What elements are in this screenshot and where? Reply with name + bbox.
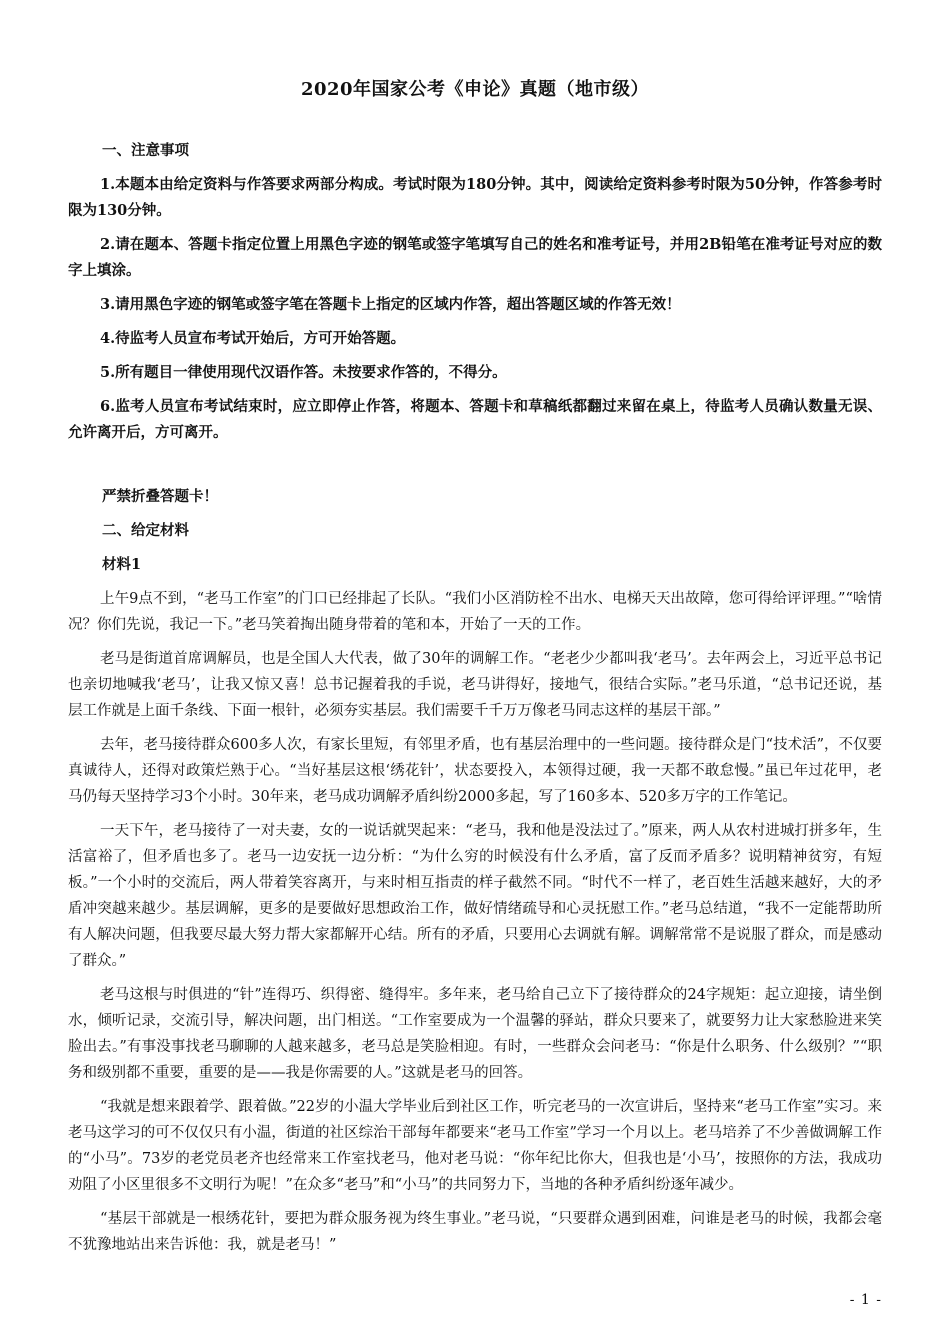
notice-section xyxy=(68,138,882,578)
warning-text: 严禁折叠答题卡！ xyxy=(102,488,218,505)
document-body xyxy=(68,138,882,1266)
notice-item: 2.请在题本、答题卡指定位置上用黑色字迹的钢笔或签字笔填写自己的姓名和准考证号，并用2B铅笔在准考证号对应的数字上填涂。 xyxy=(68,236,882,279)
material-paragraph: 去年，老马接待群众600多人次，有家长里短，有邻里矛盾，也有基层治理中的一些问题。接待群众是门“技术活”，不仅要真诚待人，还得对政策烂熟于心。“当好基层这根‘绣花针’，状态要投入，本领得过硬，我一天都不敢怠慢。”虽已年过花甲，老马仍每天坚持学习3个小时。30年来，老马成功调解矛盾纠纷2000多起，写了160多本、520多万字的工作笔记。 xyxy=(68,737,882,805)
page-title: 2020年国家公考《申论》真题（地市级） xyxy=(300,79,650,100)
material-paragraph: 一天下午，老马接待了一对夫妻，女的一说话就哭起来：“老马，我和他是没法过了。”原来，两人从农村进城打拼多年，生活富裕了，但矛盾也多了。老马一边安抚一边分析：“为什么穷的时候没有什么矛盾，富了反而矛盾多？说明精神贫穷，有短板。”一个小时的交流后，两人带着笑容离开，与来时相互指责的样子截然不同。“时代不一样了，老百姓生活越来越好，大的矛盾冲突越来越少。基层调解，更多的是要做好思想政治工作，做好情绪疏导和心灵抚慰工作。”老马总结道，“我不一定能帮助所有人解决问题，但我要尽最大努力帮大家都解开心结。所有的矛盾，只要用心去调就有解。调解常常不是说服了群众，而是感动了群众。” xyxy=(68,823,882,969)
notice-item: 1.本题本由给定资料与作答要求两部分构成。考试时限为180分钟。其中，阅读给定资料参考时限为50分钟，作答参考时限为130分钟。 xyxy=(68,176,882,219)
material-paragraph: “我就是想来跟着学、跟着做。”22岁的小温大学毕业后到社区工作，听完老马的一次宣讲后，坚持来“老马工作室”实习。来老马这学习的可不仅仅只有小温，街道的社区综治干部每年都要来“老马工作室”学习一个月以上。老马培养了不少善做调解工作的“小马”。73岁的老党员老齐也经常来工作室找老马，他对老马说：“你年纪比你大，但我也是‘小马’，按照你的方法，我成功劝阻了小区里很多不文明行为呢！”在众多“老马”和“小马”的共同努力下，当地的各种矛盾纠纷逐年减少。 xyxy=(68,1099,882,1193)
material-paragraph: “基层干部就是一根绣花针，要把为群众服务视为终生事业。”老马说，“只要群众遇到困难，问谁是老马的时候，我都会毫不犹豫地站出来告诉他：我，就是老马！” xyxy=(68,1211,882,1253)
materials-heading: 二、给定材料 xyxy=(102,522,189,539)
material-paragraph: 老马是街道首席调解员，也是全国人大代表，做了30年的调解工作。“老老少少都叫我‘老马’。去年两会上，习近平总书记也亲切地喊我‘老马’，让我又惊又喜！总书记握着我的手说，老马讲得好，接地气，很结合实际。”老马乐道，“总书记还说，基层工作就是上面千条线、下面一根针，必须夯实基层。我们需要千千万万像老马同志这样的基层干部。” xyxy=(68,651,882,719)
notice-item: 4.待监考人员宣布考试开始后，方可开始答题。 xyxy=(100,330,406,347)
material-1-label: 材料1 xyxy=(102,556,142,573)
notice-item: 3.请用黑色字迹的钢笔或签字笔在答题卡上指定的区域内作答，超出答题区域的作答无效！ xyxy=(100,296,681,313)
material-paragraph: 上午9点不到，“老马工作室”的门口已经排起了长队。“我们小区消防栓不出水、电梯天天出故障，您可得给评评理。”“啥情况？你们先说，我记一下。”老马笑着掏出随身带着的笔和本，开始了一天的工作。 xyxy=(68,591,882,633)
material-paragraph: 老马这根与时俱进的“针”连得巧、织得密、缝得牢。多年来，老马给自己立下了接待群众的24字规矩：起立迎接，请坐倒水，倾听记录，交流引导，解决问题，出门相送。“工作室要成为一个温馨的驿站，群众只要来了，就要努力让大家愁脸进来笑脸出去。”有事没事找老马聊聊的人越来越多，老马总是笑脸相迎。有时，一些群众会问老马：“你是什么职务、什么级别？”“职务和级别都不重要，重要的是——我是你需要的人。”这就是老马的回答。 xyxy=(68,987,882,1081)
material-1-section xyxy=(68,586,882,1258)
notice-heading: 一、注意事项 xyxy=(102,142,189,159)
notice-item: 6.监考人员宣布考试结束时，应立即停止作答，将题本、答题卡和草稿纸都翻过来留在桌上，待监考人员确认数量无误、允许离开后，方可离开。 xyxy=(68,398,882,441)
notice-item: 5.所有题目一律使用现代汉语作答。未按要求作答的，不得分。 xyxy=(100,364,507,381)
section-spacer xyxy=(68,454,882,484)
page-number: - 1 - xyxy=(849,1292,882,1308)
